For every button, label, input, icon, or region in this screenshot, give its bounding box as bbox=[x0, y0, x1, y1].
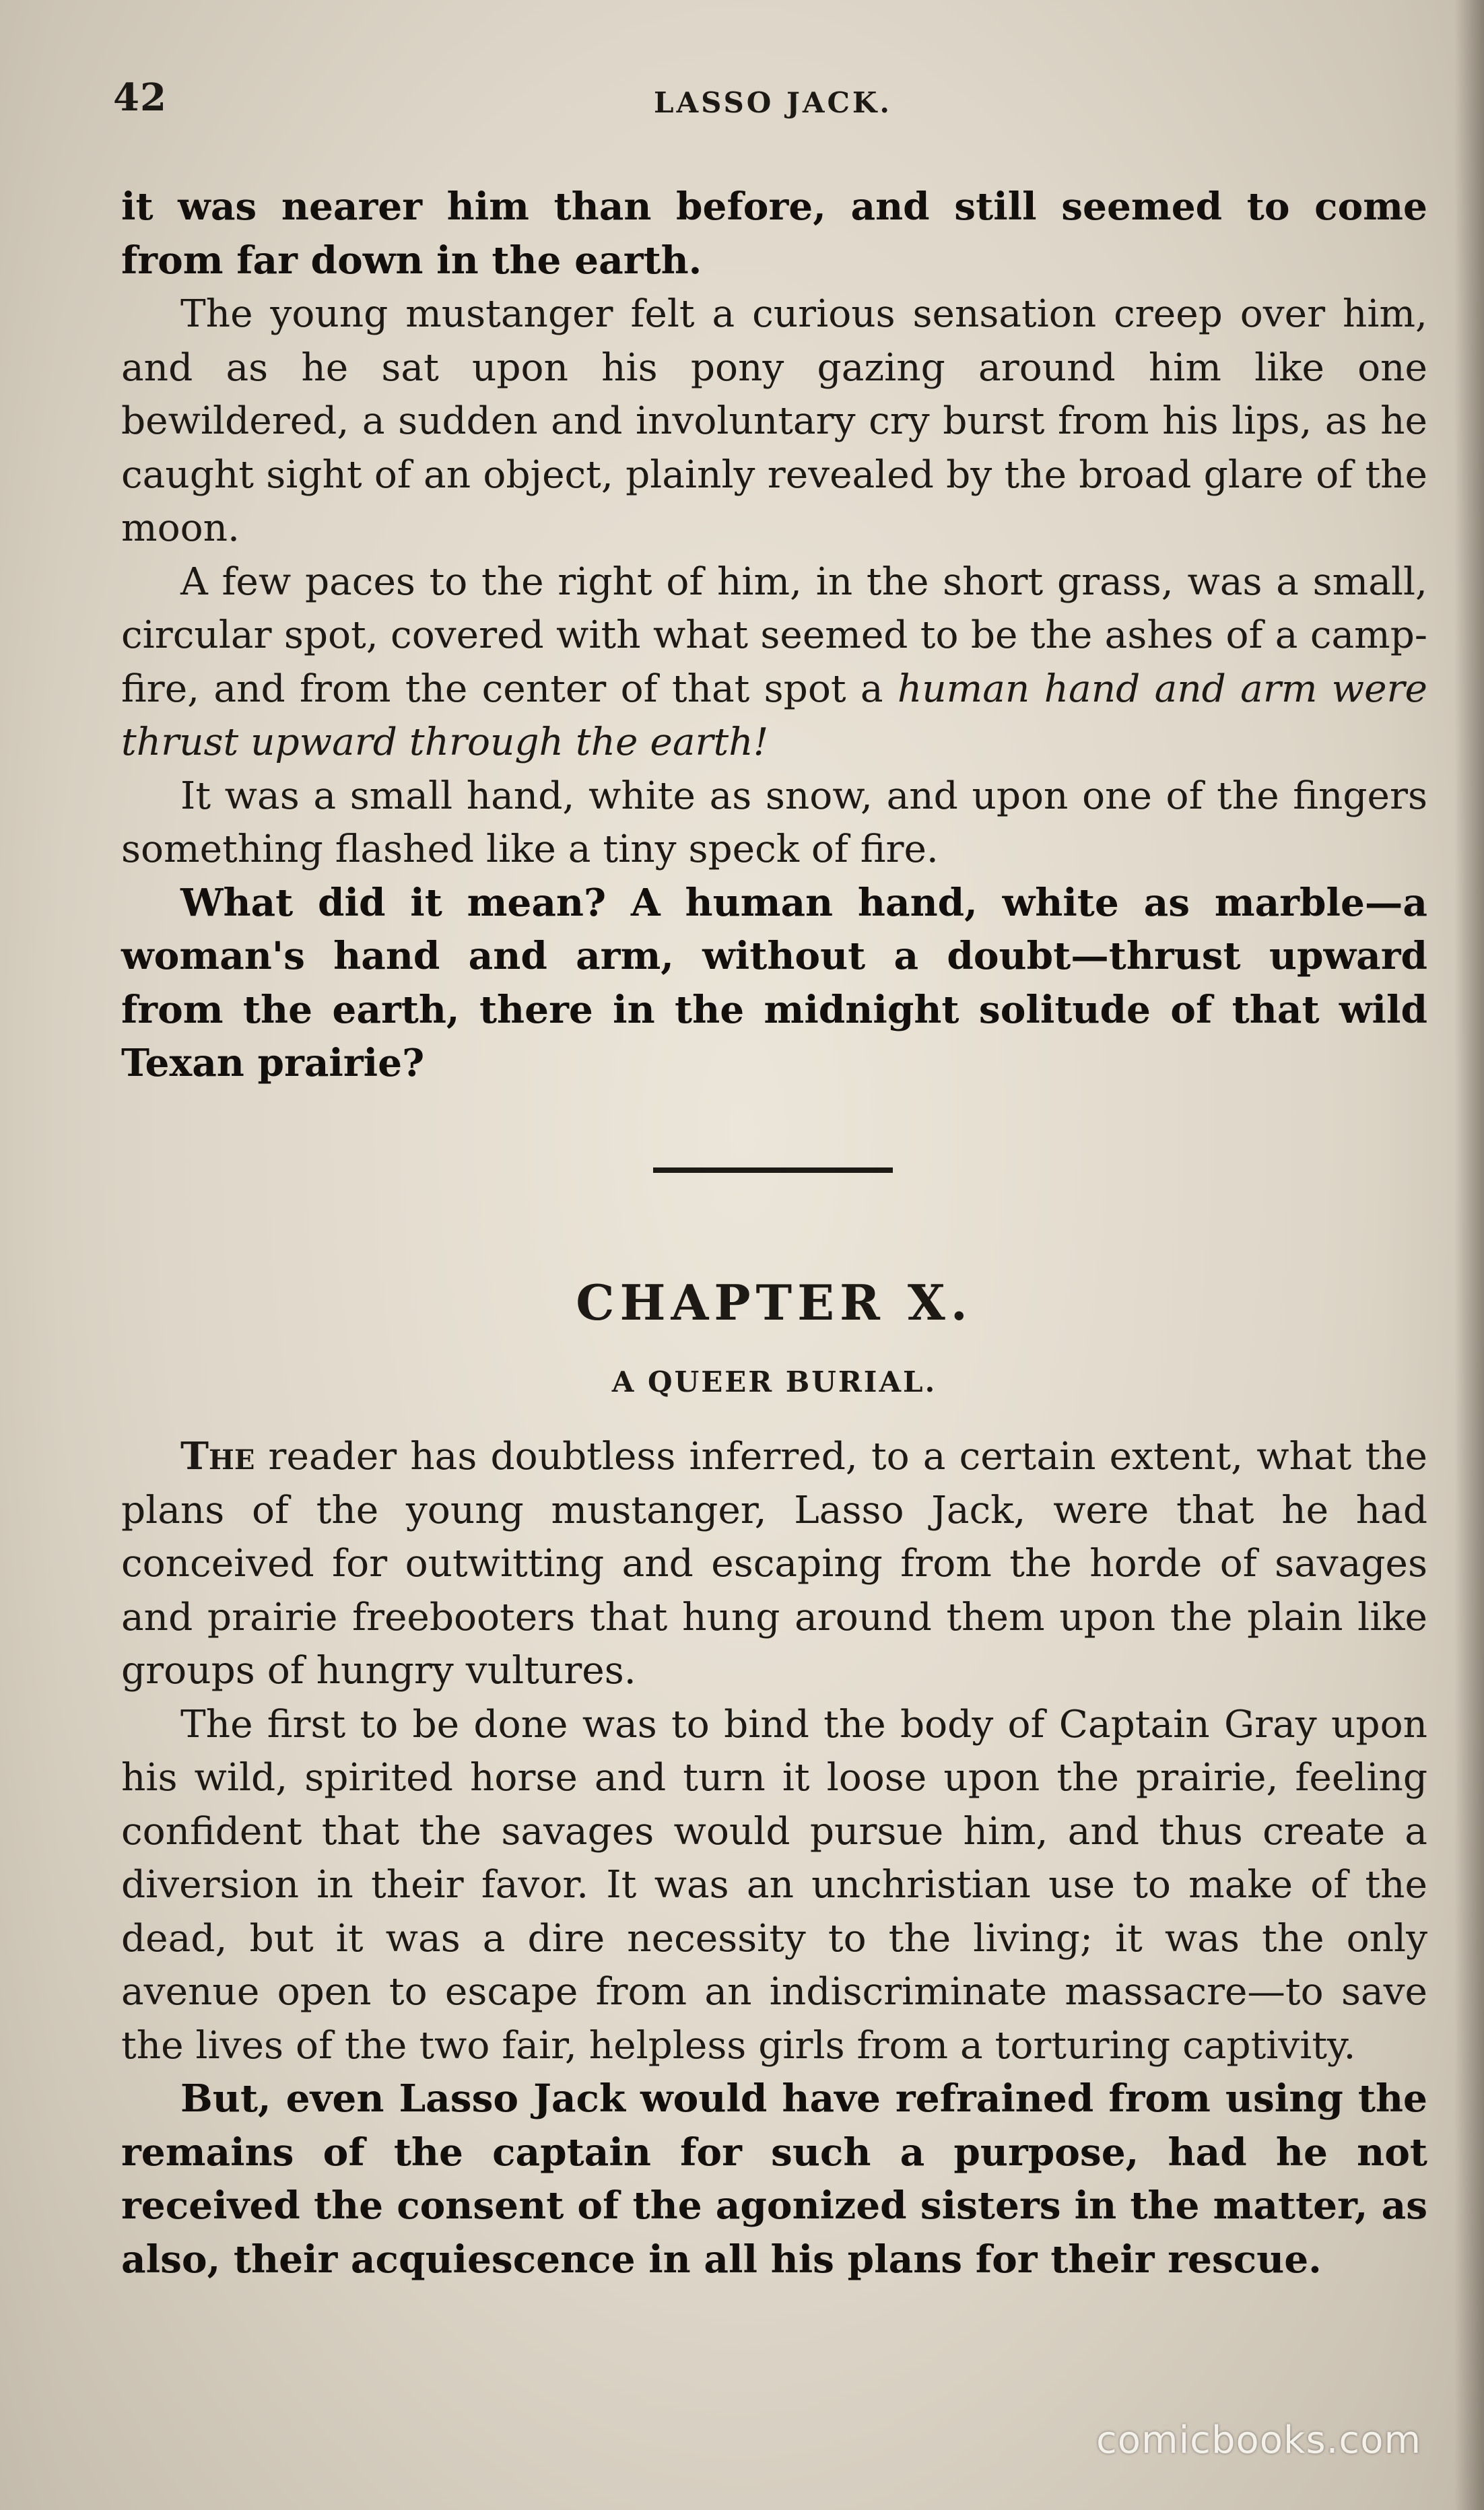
section-rule bbox=[653, 1167, 893, 1173]
lead-word: The bbox=[180, 1434, 255, 1479]
watermark: comicbooks.com bbox=[1096, 2418, 1422, 2462]
paragraph: The first to be done was to bind the body of Captain Gray upon his wild, spirited horse and turn it loose upon the prairie, feeling confident that the savages would pursue him, and thus create a diversion in their favor. It was an unchristian use to make of the dead, but it was a dire necessity to the living; it was the only avenue open to escape from an indiscriminate massacre—to save the lives of the two fair, helpless girls from a torturing captivity. bbox=[121, 1702, 1427, 2068]
page-number: 42 bbox=[113, 75, 167, 120]
paragraph: It was a small hand, white as snow, and upon one of the fingers something flashed like a tiny speck of fire. bbox=[121, 774, 1427, 871]
paragraph: it was nearer him than before, and still seemed to come from far down in the earth. bbox=[121, 184, 1427, 283]
paragraph bbox=[121, 555, 1427, 770]
italic-phrase: human hand and arm were thrust upward through the earth! bbox=[121, 667, 1427, 764]
paragraph: The young mustanger felt a curious sensation creep over him, and as he sat upon his pony gazing around him like one bewildered, a sudden and involuntary cry burst from his lips, as he caught sight of an object, plainly revealed by the broad glare of the moon. bbox=[121, 292, 1427, 550]
text-block-before-chapter bbox=[121, 180, 1427, 1091]
running-header bbox=[113, 75, 1433, 123]
chapter-subtitle: A QUEER BURIAL. bbox=[611, 1365, 937, 1398]
text-block-chapter bbox=[121, 1430, 1427, 2286]
paragraph-text: reader has doubtless inferred, to a certain extent, what the plans of the young mustanger, Lasso Jack, were that he had conceived for outwitting and escaping from the horde of savages and prairie freebooters that hung around them upon the plain like groups of hungry vultures. bbox=[121, 1435, 1427, 1693]
paragraph: What did it mean? A human hand, white as marble—a woman's hand and arm, without a doubt—thrust upward from the earth, there in the midnight solitude of that wild Texan prairie? bbox=[121, 880, 1427, 1085]
paragraph: But, even Lasso Jack would have refrained from using the remains of the captain for such a purpose, had he not received the consent of the agonized sisters in the matter, as also, their acquiescence in all his plans for their rescue. bbox=[121, 2076, 1427, 2282]
paragraph-text: A few paces to the right of him, in the short grass, was a small, circular spot, covered with what seemed to be the ashes of a camp-fire, and from the center of that spot a bbox=[121, 559, 1427, 711]
paragraph bbox=[121, 1430, 1427, 1698]
running-title: LASSO JACK. bbox=[653, 86, 893, 119]
chapter-title: CHAPTER X. bbox=[576, 1274, 973, 1331]
